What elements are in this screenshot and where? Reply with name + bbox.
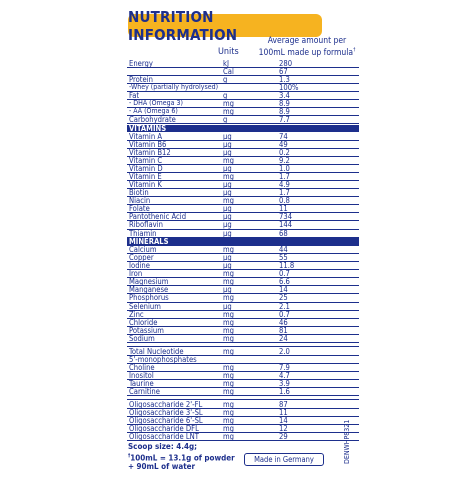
page-title: NUTRITION INFORMATION <box>128 7 238 44</box>
table-row <box>127 286 359 293</box>
nutrient-value: 7.9 <box>279 362 290 372</box>
made-in-badge: Made in Germany <box>244 453 324 466</box>
nutrient-value: 4.9 <box>279 180 290 190</box>
nutrient-value: 3.9 <box>279 378 290 388</box>
nutrient-name: Choline <box>129 362 155 372</box>
nutrient-unit: mg <box>223 277 234 287</box>
nutrient-name: Iodine <box>129 261 150 271</box>
nutrient-unit: µg <box>223 301 232 311</box>
nutrient-unit: mg <box>223 317 234 327</box>
nutrient-value: 2.0 <box>279 346 290 356</box>
nutrient-name: Riboflavin <box>129 220 163 230</box>
table-row <box>127 68 359 75</box>
nutrient-value: 24 <box>279 333 288 343</box>
nutrient-value: 7.7 <box>279 115 290 125</box>
table-row <box>127 327 359 334</box>
nutrient-name: - AA (Omega 6) <box>129 107 178 116</box>
nutrient-value: 25 <box>279 293 288 303</box>
nutrient-name: Vitamin B6 <box>129 140 167 150</box>
nutrient-unit: mg <box>223 269 234 279</box>
table-row <box>127 372 359 379</box>
nutrient-value: 6.6 <box>279 277 290 287</box>
nutrient-value: 0.7 <box>279 269 290 279</box>
nutrient-name: Pantothenic Acid <box>129 212 187 222</box>
nutrient-unit: µg <box>223 180 232 190</box>
table-row <box>127 116 359 123</box>
nutrient-name: Thiamin <box>129 228 157 238</box>
nutrient-unit: mg <box>223 432 234 442</box>
nutrient-value: 68 <box>279 228 288 238</box>
nutrient-unit: mg <box>223 408 234 418</box>
nutrient-unit: µg <box>223 212 232 222</box>
nutrient-name: Oligosaccharide LNT <box>129 432 199 442</box>
preparation-text: 100mL = 13.1g of powder <box>130 453 235 463</box>
table-row <box>127 425 359 432</box>
nutrient-value: 4.7 <box>279 370 290 380</box>
nutrient-value: 0.7 <box>279 309 290 319</box>
nutrient-name: Vitamin C <box>129 156 163 166</box>
nutrient-name: Copper <box>129 253 154 263</box>
nutrient-name: -Whey (partially hydrolysed) <box>129 83 219 92</box>
preparation-line-1 <box>128 452 235 463</box>
nutrient-unit: µg <box>223 228 232 238</box>
nutrient-name: Niacin <box>129 196 151 206</box>
nutrient-value: 1.7 <box>279 172 290 182</box>
table-row <box>127 348 359 355</box>
average-header-text: 100mL made up formula <box>258 47 354 58</box>
nutrient-value: 29 <box>279 432 288 442</box>
nutrient-unit: g <box>223 75 228 85</box>
nutrient-value: 1.0 <box>279 164 290 174</box>
nutrient-name: Protein <box>129 75 153 85</box>
table-row <box>127 401 359 408</box>
nutrient-value: 8.9 <box>279 107 290 117</box>
nutrient-unit: µg <box>223 131 232 141</box>
table-row <box>127 335 359 342</box>
table-row <box>127 76 359 83</box>
nutrient-unit: g <box>223 91 228 101</box>
nutrient-name: Phosphorus <box>129 293 169 303</box>
nutrient-unit: µg <box>223 204 232 214</box>
nutrient-name: Oligosaccharide 2'-FL <box>129 400 203 410</box>
nutrient-unit: mg <box>223 362 234 372</box>
nutrient-value: 46 <box>279 317 288 327</box>
nutrient-unit: µg <box>223 148 232 158</box>
table-row <box>127 294 359 301</box>
table-row <box>127 303 359 310</box>
nutrient-name: Vitamin E <box>129 172 162 182</box>
nutrient-value: 49 <box>279 140 288 150</box>
nutrient-unit: mg <box>223 107 234 117</box>
table-row <box>127 433 359 440</box>
nutrient-unit: mg <box>223 400 234 410</box>
table-row <box>127 205 359 212</box>
nutrient-unit: mg <box>223 99 234 109</box>
nutrient-value: 14 <box>279 285 288 295</box>
nutrient-unit: mg <box>223 416 234 426</box>
nutrient-name: Selenium <box>129 301 161 311</box>
nutrient-name: 5'-monophosphates <box>129 354 197 364</box>
nutrient-unit: mg <box>223 424 234 434</box>
nutrient-unit: µg <box>223 285 232 295</box>
scoop-size: Scoop size: 4.4g; <box>128 442 197 451</box>
nutrient-unit: Cal <box>223 67 234 77</box>
nutrient-unit: mg <box>223 370 234 380</box>
nutrient-unit: mg <box>223 378 234 388</box>
nutrient-unit: mg <box>223 172 234 182</box>
average-header-line-1: Average amount per <box>267 36 347 46</box>
nutrient-name: Iron <box>129 269 143 279</box>
section-header: VITAMINS <box>127 125 359 133</box>
nutrient-name: Biotin <box>129 188 149 198</box>
table-row <box>127 417 359 424</box>
nutrient-name: Carnitine <box>129 386 160 396</box>
nutrient-name: Zinc <box>129 309 144 319</box>
nutrient-unit: mg <box>223 386 234 396</box>
nutrition-table <box>127 60 359 441</box>
nutrient-name: Oligosaccharide 6'-SL <box>129 416 203 426</box>
table-row <box>127 157 359 164</box>
scoop-note <box>128 443 235 471</box>
nutrient-unit: mg <box>223 156 234 166</box>
table-row <box>127 230 359 237</box>
nutrient-name: Chloride <box>129 317 158 327</box>
nutrient-unit: mg <box>223 293 234 303</box>
table-row <box>127 60 359 67</box>
nutrient-name: Vitamin A <box>129 131 162 141</box>
table-row <box>127 165 359 172</box>
nutrient-value: 8.9 <box>279 99 290 109</box>
nutrient-unit: mg <box>223 346 234 356</box>
table-row <box>127 319 359 326</box>
table-row <box>127 262 359 269</box>
nutrient-unit: µg <box>223 261 232 271</box>
nutrient-value: 0.8 <box>279 196 290 206</box>
average-header-line-2 <box>252 46 362 58</box>
nutrient-value: 100% <box>279 83 299 93</box>
table-row <box>127 197 359 204</box>
nutrient-value: 280 <box>279 59 293 68</box>
nutrient-value: 67 <box>279 67 288 77</box>
nutrient-value: 1.3 <box>279 75 290 85</box>
nutrient-unit: mg <box>223 245 234 255</box>
nutrient-name: Oligosaccharide 3'-SL <box>129 408 203 418</box>
table-row <box>127 84 359 91</box>
nutrient-name: Vitamin D <box>129 164 163 174</box>
table-row <box>127 254 359 261</box>
nutrient-value: 14 <box>279 416 288 426</box>
nutrient-unit: µg <box>223 140 232 150</box>
nutrient-value: 1.6 <box>279 386 290 396</box>
table-row <box>127 380 359 387</box>
table-row <box>127 181 359 188</box>
nutrient-value: 81 <box>279 325 288 335</box>
nutrient-name: Folate <box>129 204 150 214</box>
nutrient-name: Potassium <box>129 325 164 335</box>
table-row <box>127 409 359 416</box>
dagger-mark: † <box>128 452 131 459</box>
nutrient-unit: g <box>223 115 228 125</box>
nutrient-name: Carbohydrate <box>129 115 176 125</box>
nutrient-value: 12 <box>279 424 288 434</box>
nutrient-value: 2.1 <box>279 301 290 311</box>
nutrient-unit: mg <box>223 309 234 319</box>
table-row <box>127 141 359 148</box>
table-row <box>127 364 359 371</box>
nutrient-value: 11 <box>279 204 288 214</box>
table-row <box>127 311 359 318</box>
table-row <box>127 356 359 363</box>
nutrient-unit: µg <box>223 164 232 174</box>
nutrient-unit: µg <box>223 253 232 263</box>
nutrient-name: Fat <box>129 91 140 101</box>
table-row <box>127 270 359 277</box>
section-header: MINERALS <box>127 238 359 246</box>
nutrient-name: Total Nucleotide <box>129 346 184 356</box>
table-row <box>127 388 359 395</box>
nutrient-unit: kJ <box>223 59 229 68</box>
average-amount-header <box>252 37 362 58</box>
table-row <box>127 246 359 253</box>
product-code: DENWHP8321 <box>343 419 351 464</box>
nutrient-unit: mg <box>223 325 234 335</box>
nutrient-name: - DHA (Omega 3) <box>129 99 183 108</box>
nutrient-value: 87 <box>279 400 288 410</box>
nutrient-value: 144 <box>279 220 293 230</box>
nutrient-name: Inositol <box>129 370 154 380</box>
table-row <box>127 149 359 156</box>
preparation-line-2: + 90mL of water <box>128 461 196 471</box>
nutrient-name: Magnesium <box>129 277 169 287</box>
nutrient-unit: mg <box>223 333 234 343</box>
nutrient-name: Vitamin K <box>129 180 162 190</box>
table-row <box>127 278 359 285</box>
nutrient-value: 74 <box>279 131 288 141</box>
dagger-mark: † <box>353 47 356 53</box>
nutrient-value: 44 <box>279 245 288 255</box>
table-row <box>127 221 359 228</box>
nutrient-value: 11.8 <box>279 261 295 271</box>
nutrient-name: Manganese <box>129 285 169 295</box>
nutrient-value: 11 <box>279 408 288 418</box>
table-row <box>127 133 359 140</box>
nutrient-value: 55 <box>279 253 288 263</box>
nutrient-value: 3.4 <box>279 91 290 101</box>
table-row <box>127 100 359 107</box>
nutrient-unit: µg <box>223 188 232 198</box>
table-row <box>127 92 359 99</box>
nutrient-name: Oligosaccharide DFL <box>129 424 199 434</box>
nutrient-value: 9.2 <box>279 156 290 166</box>
table-row <box>127 213 359 220</box>
nutrient-name: Energy <box>129 59 153 68</box>
nutrient-value: 734 <box>279 212 293 222</box>
nutrient-value: 0.2 <box>279 148 290 158</box>
nutrient-unit: mg <box>223 196 234 206</box>
nutrient-name: Vitamin B12 <box>129 148 171 158</box>
nutrient-name: Taurine <box>129 378 154 388</box>
nutrient-value: 1.7 <box>279 188 290 198</box>
units-header: Units <box>218 47 239 57</box>
nutrient-unit: µg <box>223 220 232 230</box>
table-row <box>127 173 359 180</box>
table-row <box>127 108 359 115</box>
nutrient-name: Sodium <box>129 333 155 343</box>
table-row <box>127 189 359 196</box>
nutrient-name: Calcium <box>129 245 157 255</box>
